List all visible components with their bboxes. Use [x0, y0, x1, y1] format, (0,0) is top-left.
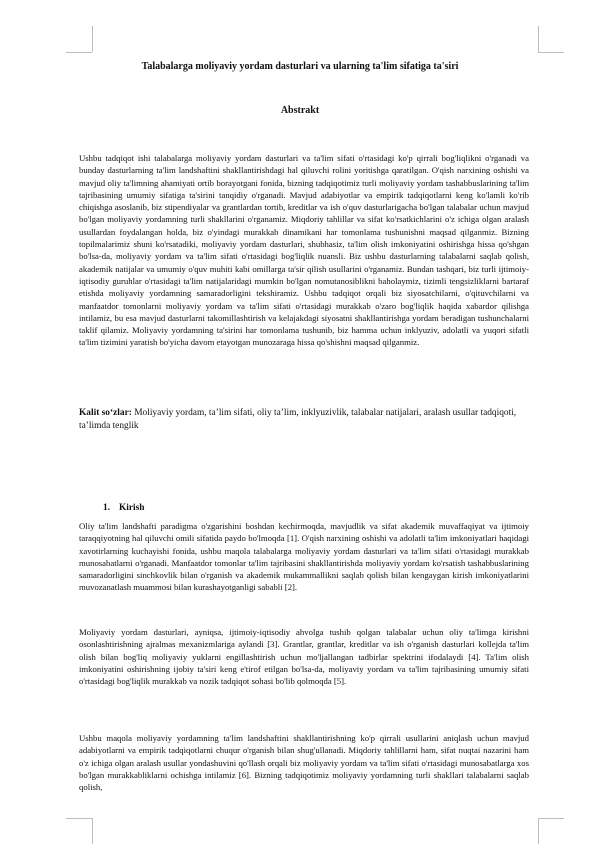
keywords — [79, 407, 529, 434]
intro-paragraph-1: Oliy ta'lim landshafti paradigma o'zgarishini boshdan kechirmoqda, mavjudlik va sifat akademik muvaffaqiyat va ijtimoiy taraqqiyotning hal qiluvchi omili sifatida paydo bo'lmoqda [1]. O'qish narxining oshishi va adolatli ta'lim imkoniyatlari haqidagi xavotirlarning kuchayishi fonida, ushbu maqola talabalarga moliyaviy yordam dasturlari va ta'lim sifati o'rtasidagi murakkab munosabatlarni o'rganadi. Manfaatdor tomonlar ta'lim tajribasini shakllantirishda moliyaviy yordam ko'rsatish tashabbuslarining samaradorligini sinchkovlik bilan o'rganish va akademik mukammallikni saqlab qolish bilan kengaygan kirish imkoniyatlarini muvozanatlash muammosi bilan kurashayotganligi sababli [2]. — [79, 521, 529, 593]
crop-mark-top-right-v — [538, 26, 539, 52]
section-number: 1. — [103, 503, 111, 513]
keywords-text: Moliyaviy yordam, ta’lim sifati, oliy ta’lim, inklyuzivlik, talabalar natijalari, aralash usullar tadqiqoti, ta’limda tenglik — [79, 408, 517, 432]
abstract-heading: Abstrakt — [280, 105, 320, 116]
section-title: Kirish — [119, 503, 145, 513]
intro-paragraph-3: Ushbu maqola moliyaviy yordamning ta'lim landshaftini shakllantirishning ko'p qirrali usullarini aniqlash uchun mavjud adabiyotlarni va empirik tadqiqotlarni chuqur o'rganish bilan shug'ullanadi. Miqdoriy tahlillarni ham, sifat nuqtai nazarini ham o'z ichiga olgan aralash usullar yondashuvini qo'llash orqali biz moliyaviy yordam va ta'lim sifati o'rtasidagi munosabatlarga xos bo'lgan murakkabliklarni ochishga intilamiz [6]. Bizning tadqiqotimiz moliyaviy yordamning turli shakllari talabalarni saqlab qolish, — [79, 733, 529, 793]
paper-title: Talabalarga moliyaviy yordam dasturlari va ularning ta'lim sifatiga ta'siri — [141, 61, 459, 72]
intro-paragraph-2: Moliyaviy yordam dasturlari, ayniqsa, ijtimoiy-iqtisodiy ahvolga tushib qolgan talabalar uchun oliy ta'limga kirishni osonlashtirishning ajralmas mexanizmlariga aylandi [3]. Grantlar, grantlar, kreditlar va ish o'rganish dasturlari kollejda ta'lim olish bilan bog'liq moliyaviy yuklarni engillashtirish uchun mo'ljallangan tadbirlar spektrini ifodalaydi [4]. Ta'lim olish imkoniyatini oshirishning ijobiy ta'siri keng e'tirof etilgan bo'lsa-da, moliyaviy yordam va ta'lim tajribasining umumiy sifati o'rtasidagi bog'liqlik murakkab va nozik tadqiqot sohasi bo'lib qolmoqda [5]. — [79, 627, 529, 687]
crop-mark-bottom-right-v — [538, 818, 539, 844]
crop-mark-top-left-h — [66, 52, 92, 53]
section-heading — [103, 502, 145, 514]
abstract-text: Ushbu tadqiqot ishi talabalarga moliyaviy yordam dasturlari va ta'lim sifati o'rtasidagi ko'p qirrali bog'liqlikni o'rganadi va bunday dasturlarning ta'lim landshaftini shakllantirishdagi hal qiluvchi rolini yoritishga qaratilgan. O'qish narxining oshishi va mavjud oliy ta'limning ahamiyati ortib borayotgani fonida, bizning tadqiqotimiz turli moliyaviy yordam tashabbuslarining ta'lim tajribasining umumiy sifatiga ta'sirini tanqidiy o'rganadi. Mavjud adabiyotlar va empirik tadqiqotlarni keng ko'lamli ko'rib chiqishga asoslanib, biz stipendiyalar va grantlardan tortib, kreditlar va ish o'quv dasturlarigacha bo'lgan talabalar uchun mavjud bo'lgan moliyaviy yordamning turli shakllarini o'rganamiz. Miqdoriy tahlillar va sifat ko'rsatkichlarini o'z ichiga olgan aralash usullardan foydalangan holda, biz o'yindagi murakkab dinamikani har tomonlama tushunishni maqsad qilganmiz. Bizning topilmalarimiz shuni ko'rsatadiki, moliyaviy yordam dasturlari, shubhasiz, ta'lim olish imkoniyatini oshirishga hissa qo'shgan bo'lsa-da, moliyaviy yordam va ta'lim sifati o'rtasidagi bog'liqlik nuansli. Biz ushbu dasturlarning talabalarni saqlab qolish, akademik natijalar va umumiy o'quv muhiti kabi omillarga ta'sir qilish usullarini o'rganamiz. Bundan tashqari, biz turli ijtimoiy-iqtisodiy guruhlar o'rtasidagi ta'lim natijalaridagi mumkin bo'lgan nomutanosiblikni baholaymiz, tizimli tengsizliklarni bartaraf etishda moliyaviy yordamning samaradorligini tekshiramiz. Ushbu tadqiqot orqali biz siyosatchilarni, o'qituvchilarni va manfaatdor tomonlarni moliyaviy yordam va ta'lim sifati o'rtasidagi murakkab o'zaro bog'liqlik haqida xabardor qilishga intilamiz, bu esa mavjud dasturlarni takomillashtirish va kelajakdagi siyosatni shakllantirishga yordam beradigan tushunchalarni taklif qilamiz. Moliyaviy yordamning ta'sirini har tomonlama tushunib, biz hamma uchun inklyuziv, adolatli va yuqori sifatli ta'lim tizimini yaratish bo'yicha davom etayotgan munozaraga hissa qo'shishni maqsad qilganmiz. — [79, 153, 529, 348]
crop-mark-bottom-left-h — [66, 818, 92, 819]
crop-mark-bottom-left-v — [92, 818, 93, 844]
crop-mark-top-left-v — [92, 26, 93, 52]
crop-mark-top-right-h — [538, 52, 564, 53]
crop-mark-bottom-right-h — [538, 818, 564, 819]
keywords-label: Kalit so‘zlar: — [79, 408, 132, 418]
